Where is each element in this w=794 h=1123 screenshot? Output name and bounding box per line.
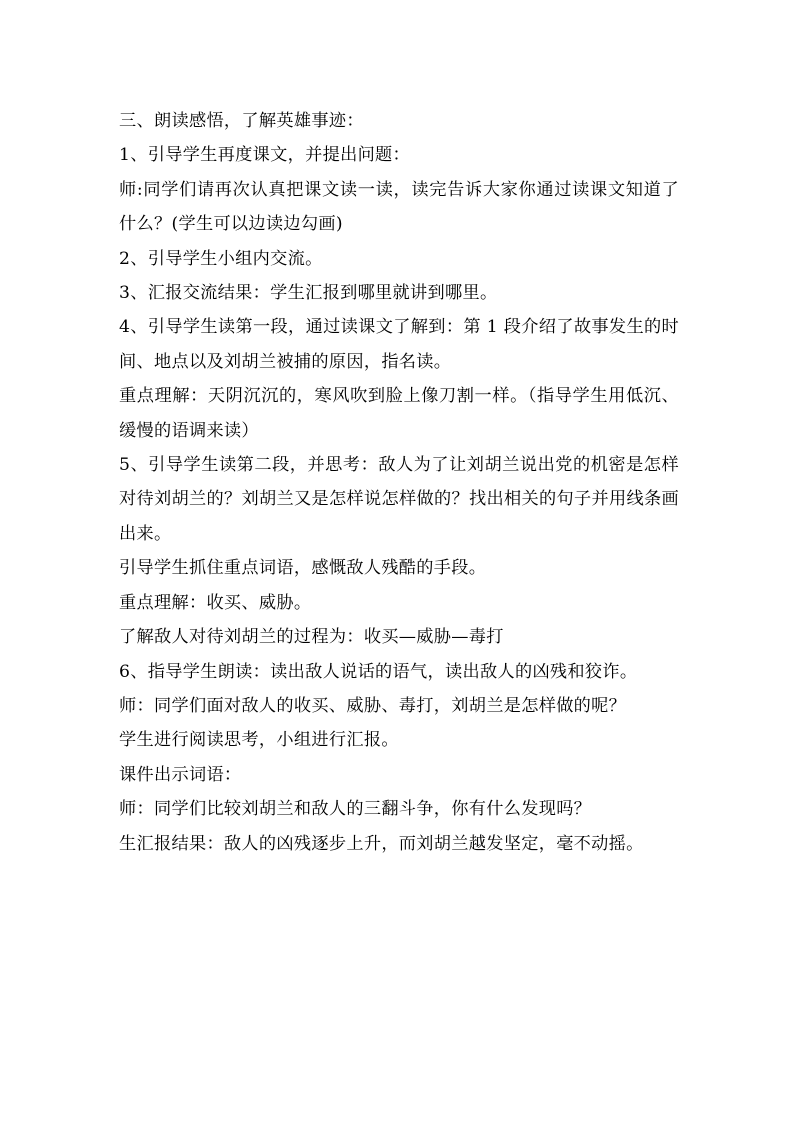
paragraph: 1、引导学生再度课文，并提出问题： — [119, 145, 411, 166]
paragraph: 师：同学们比较刘胡兰和敌人的三翻斗争，你有什么发现吗？ — [119, 799, 592, 820]
document-body — [119, 104, 679, 861]
paragraph: 生汇报结果：敌人的凶残逐步上升，而刘胡兰越发坚定，毫不动摇。 — [119, 833, 644, 854]
paragraph: 重点理解：收买、威胁。 — [119, 592, 312, 613]
paragraph: 6、指导学生朗读：读出敌人说话的语气，读出敌人的凶残和狡诈。 — [119, 661, 638, 682]
paragraph: 课件出示词语： — [119, 764, 242, 785]
section-heading: 三、朗读感悟，了解英雄事迹： — [119, 111, 364, 131]
paragraph: 师：同学们面对敌人的收买、威胁、毒打，刘胡兰是怎样做的呢？ — [119, 695, 627, 716]
paragraph: 引导学生抓住重点词语，感慨敌人残酷的手段。 — [119, 558, 487, 579]
paragraph: 5、引导学生读第二段，并思考：敌人为了让刘胡兰说出党的机密是怎样对待刘胡兰的？刘胡兰又是怎样说怎样做的？找出相关的句子并用线条画出来。 — [119, 455, 679, 544]
paragraph: 2、引导学生小组内交流。 — [119, 248, 323, 269]
paragraph: 4、引导学生读第一段，通过读课文了解到：第 1 段介绍了故事发生的时间、地点以及刘胡兰被捕的原因，指名读。 — [119, 317, 679, 372]
paragraph: 师:同学们请再次认真把课文读一读，读完告诉大家你通过读课文知道了什么？(学生可以边读边勾画) — [119, 179, 679, 235]
paragraph: 重点理解：天阴沉沉的，寒风吹到脸上像刀割一样。（指导学生用低沉、缓慢的语调来读） — [119, 386, 679, 441]
paragraph: 3、汇报交流结果：学生汇报到哪里就讲到哪里。 — [119, 283, 498, 304]
paragraph: 学生进行阅读思考，小组进行汇报。 — [119, 730, 399, 751]
paragraph: 了解敌人对待刘胡兰的过程为：收买—威胁—毒打 — [119, 627, 504, 648]
